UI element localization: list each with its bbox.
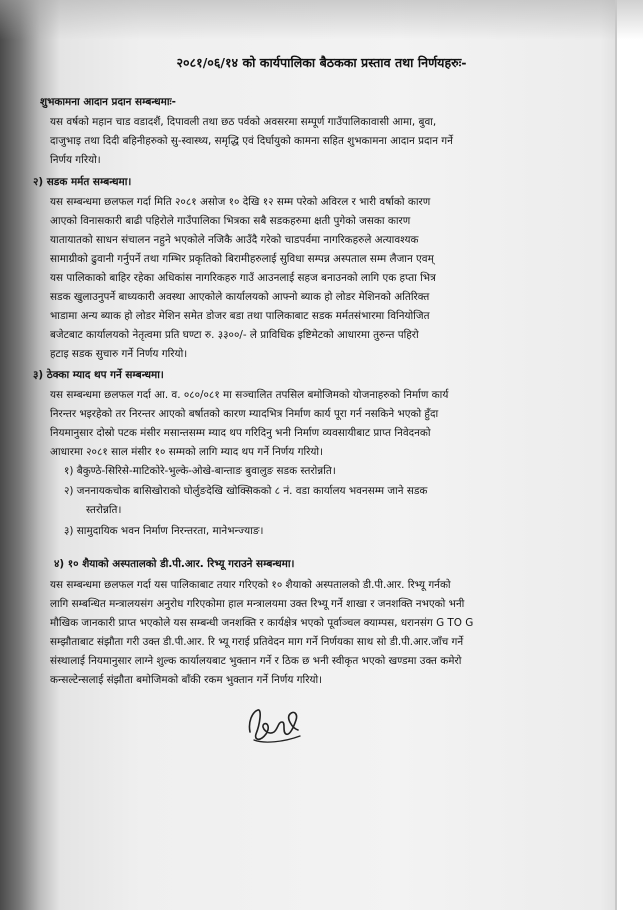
section-heading: शुभकामना आदान प्रदान सम्बन्धमाः-: [40, 96, 176, 108]
body-line: हटाइ सडक सुचारु गर्ने निर्णय गरियो।: [50, 348, 188, 360]
page-edge: [615, 0, 617, 910]
body-line: सडक खुलाउनुपर्ने बाध्यकारी अवस्था आएकोले कार्यालयको आफ्नो ब्याक हो लोडर मेशिनको अतिरिक्त: [50, 291, 430, 303]
signature: [244, 700, 306, 752]
body-line: यस वर्षको महान चाड वडादशैं, दिपावली तथा छठ पर्वको अवसरमा सम्पूर्ण गाउँपालिकावासी आमा, बुवा,: [50, 116, 437, 128]
section-heading: ४) १० शैयाको अस्पतालको डी.पी.आर. रिभ्यू गराउने सम्बन्धमा।: [54, 558, 295, 570]
body-line: भाडामा अन्य ब्याक हो लोडर मेशिन समेत डोजर बडा तथा पालिकाबाट सडक मर्मतसंभारमा विनियोजित: [50, 310, 430, 322]
list-item: २) जननायकचोक बासिखोराको घोर्लुङदेखि खोक्सिकको ८ नं. वडा कार्यालय भवनसम्म जाने सडक: [64, 485, 428, 497]
body-line: यस सम्बन्धमा छलफल गर्दा यस पालिकाबाट तयार गरिएको १० शैयाको अस्पतालको डी.पी.आर. रिभ्यू गर्नको: [50, 579, 451, 591]
section-heading: ३) ठेक्का म्याद थप गर्ने सम्बन्धमा।: [33, 369, 164, 381]
body-line: आधारमा २०८१ साल मंसीर १० सम्मको लागि म्याद थप गर्ने निर्णय गरियो।: [50, 446, 324, 458]
list-item: ३) सामुदायिक भवन निर्माण निरन्तरता, मानेभन्ज्याङ।: [64, 525, 264, 537]
body-line: यस सम्बन्धमा छलफल गर्दा मिति २०८१ असोज १० देखि १२ सम्म परेको अविरल र भारी वर्षाको कारण: [50, 196, 431, 208]
body-line: कन्सल्टेन्सलाई संझौता बमोजिमको बाँकी रकम भुक्तान गर्ने निर्णय गरियो।: [50, 674, 323, 686]
body-line: नियमानुसार दोस्रो पटक मंसीर मसान्तसम्म म्याद थप गरिदिनु भनी निर्माण व्यवसायीबाट प्राप्त निवेदनको: [50, 427, 431, 439]
list-item: स्तरोन्नति।: [86, 504, 122, 516]
body-line: यस पालिकाको बाहिर रहेका अधिकांस नागरिकहरु गाउँ आउनलाई सहज बनाउनको लागि एक हप्ता भित्र: [50, 272, 436, 284]
body-line: संस्थालाई नियमानुसार लाग्ने शुल्क कार्यालयबाट भुक्तान गर्ने र ठिक छ भनी स्वीकृत भएको खण्डमा उक्त कमेरो: [50, 655, 462, 667]
body-line: सामाग्रीको ढुवानी गर्नुपर्ने तथा गम्भिर प्रकृतिको बिरामीहरुलाई सुविधा सम्पन्न अस्पताल सम्म लैजान एवम्: [50, 253, 434, 265]
body-line: दाजुभाइ तथा दिदी बहिनीहरुको सु-स्वास्थ्य, समृद्धि एवं दिर्घायुको कामना सहित शुभकामना आदान प्रदान गर्ने: [50, 135, 453, 147]
body-line: मौखिक जानकारी प्राप्त भएकोले यस सम्बन्धी जनशक्ति र कार्यक्षेत्र भएको पूर्वाञ्चल क्याम्पस, धरानसंग G TO G: [50, 617, 474, 629]
body-line: निरन्तर भइरहेको तर निरन्तर आएको बर्षातको कारण म्यादभित्र निर्माण कार्य पूरा गर्न नसकिने भएको हुँदा: [50, 408, 439, 420]
body-line: यातायातको साधन संचालन नहुने भएकोले नजिकै आउँदै गरेको चाडपर्वमा नागरिकहरुले अत्यावश्यक: [50, 234, 419, 246]
body-line: सम्झौताबाट संझौता गरी उक्त डी.पी.आर. रि भ्यू गराई प्रतिवेदन माग गर्ने निर्णयका साथ सो डी.पी.आर.जाँच गर्ने: [50, 636, 464, 648]
body-line: बजेटबाट कार्यालयको नेतृत्वमा प्रति घण्टा रु. ३३००/- ले प्राविधिक इष्टिमेटको आधारमा तुरुन्त पहिरो: [50, 329, 419, 341]
section-heading: २) सडक मर्मत सम्बन्धमा।: [33, 176, 132, 188]
body-line: आएको विनासकारी बाढी पहिरोले गाउँपालिका भित्रका सबै सडकहरुमा क्षती पुगेको जसका कारण: [50, 215, 411, 227]
document-title: २०८१/०६/१४ को कार्यपालिका बैठकका प्रस्ताव तथा निर्णयहरुः-: [176, 55, 467, 70]
list-item: १) बैकुण्ठे-सिरिसे-माटिकोरे-भुल्के-ओखे-बान्ताङ बुवालुङ सडक स्तरोन्नति।: [64, 465, 336, 477]
body-line: निर्णय गरियो।: [50, 154, 101, 166]
body-line: यस सम्बन्धमा छलफल गर्दा आ. व. ०८०/०८१ मा सञ्चालित तपसिल बमोजिमको योजनाहरुको निर्माण कार्य: [50, 389, 449, 401]
body-line: लागि सम्बन्धित मन्त्रालयसंग अनुरोध गरिएकोमा हाल मन्त्रालयमा उक्त रिभ्यू गर्ने शाखा र जनशक्ति नभएको भनी: [50, 598, 465, 610]
